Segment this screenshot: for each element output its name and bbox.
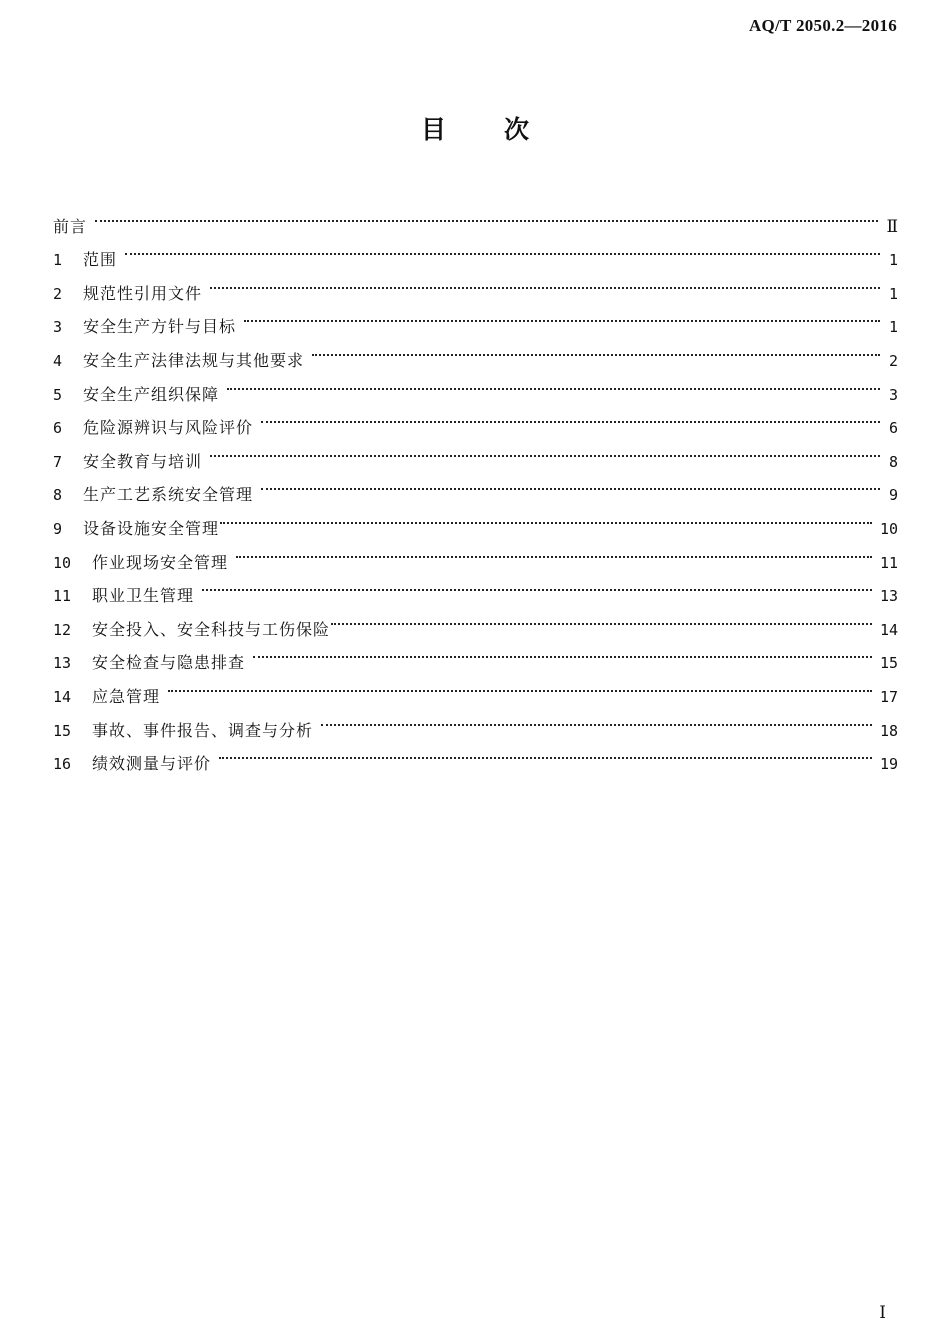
toc-leader-dots xyxy=(261,467,880,501)
toc-entry-title: 生产工艺系统安全管理 xyxy=(83,485,254,505)
toc-leader-dots xyxy=(219,736,872,770)
toc-entry-page: 14 xyxy=(879,620,898,639)
toc-entry-number: 5 xyxy=(53,385,63,404)
toc-entry-page: 1 xyxy=(888,251,898,270)
toc-entry-foreword[interactable] xyxy=(53,198,898,236)
toc-entry-number: 7 xyxy=(53,452,63,471)
toc-entry-page: 1 xyxy=(888,284,898,303)
toc-leader-dots xyxy=(227,366,880,400)
toc-entry-number: 9 xyxy=(53,519,63,538)
toc-entry[interactable] xyxy=(53,265,898,303)
toc-entry-number: 10 xyxy=(53,553,72,572)
toc-entry-title: 安全生产方针与目标 xyxy=(83,317,237,337)
toc-entry-page: 8 xyxy=(888,452,898,471)
toc-leader-dots xyxy=(321,702,872,736)
toc-entry-page: 18 xyxy=(879,721,898,740)
table-of-contents xyxy=(53,198,898,774)
toc-entry-number: 13 xyxy=(53,654,72,673)
toc-leader-dots xyxy=(202,568,872,602)
toc-entry-title: 应急管理 xyxy=(92,686,161,706)
toc-entry-title: 范围 xyxy=(83,250,118,270)
toc-entry-page: 17 xyxy=(879,687,898,706)
toc-entry-title: 职业卫生管理 xyxy=(92,586,195,606)
toc-entry-page: 13 xyxy=(879,587,898,606)
toc-entry-number: 12 xyxy=(53,620,72,639)
toc-leader-dots xyxy=(261,400,880,434)
toc-entry-page: 2 xyxy=(888,351,898,370)
toc-entry-title: 安全检查与隐患排查 xyxy=(92,653,246,673)
toc-entry-page: 11 xyxy=(879,553,898,572)
toc-entry-page: 10 xyxy=(879,519,898,538)
toc-entry-title: 安全生产组织保障 xyxy=(83,384,220,404)
toc-entry-number: 16 xyxy=(53,755,72,774)
toc-entry-page: 19 xyxy=(879,755,898,774)
toc-entry-page: 9 xyxy=(888,486,898,505)
toc-entry-title: 绩效测量与评价 xyxy=(92,754,212,774)
toc-entry-number: 15 xyxy=(53,721,72,740)
standard-code: AQ/T 2050.2—2016 xyxy=(748,16,897,35)
toc-entry-number: 6 xyxy=(53,419,63,438)
toc-leader-dots xyxy=(125,232,880,266)
toc-entry-page: Ⅱ xyxy=(886,216,898,236)
toc-entry-number: 8 xyxy=(53,486,63,505)
toc-entry-title: 前言 xyxy=(53,216,88,236)
toc-entry-number: 3 xyxy=(53,318,63,337)
toc-entry-page: 6 xyxy=(888,419,898,438)
page-title: 目次 xyxy=(420,115,587,144)
page-number: Ⅰ xyxy=(879,1303,886,1322)
toc-entry-number: 4 xyxy=(53,351,63,370)
toc-entry-number: 1 xyxy=(53,251,63,270)
toc-leader-dots xyxy=(210,433,880,467)
toc-entry-number: 2 xyxy=(53,284,63,303)
toc-entry[interactable] xyxy=(53,702,898,740)
toc-leader-dots xyxy=(253,635,872,669)
toc-entry-number: 14 xyxy=(53,687,72,706)
toc-leader-dots xyxy=(220,500,872,534)
toc-leader-dots xyxy=(95,198,878,232)
toc-entry[interactable] xyxy=(53,668,898,706)
toc-entry-title: 作业现场安全管理 xyxy=(92,552,229,572)
toc-leader-dots xyxy=(244,299,880,333)
toc-entry-number: 11 xyxy=(53,587,72,606)
toc-entry-page: 1 xyxy=(888,318,898,337)
toc-entry-title: 安全投入、安全科技与工伤保险 xyxy=(92,619,331,639)
toc-entry-title: 安全教育与培训 xyxy=(83,451,203,471)
toc-entry-page: 3 xyxy=(888,385,898,404)
toc-leader-dots xyxy=(331,601,872,635)
toc-entry-title: 事故、事件报告、调查与分析 xyxy=(92,720,314,740)
toc-leader-dots xyxy=(210,265,880,299)
toc-entry-title: 安全生产法律法规与其他要求 xyxy=(83,350,305,370)
toc-leader-dots xyxy=(312,332,880,366)
toc-entry-page: 15 xyxy=(879,654,898,673)
toc-entry-title: 设备设施安全管理 xyxy=(83,518,220,538)
toc-leader-dots xyxy=(168,668,872,702)
toc-leader-dots xyxy=(236,534,872,568)
toc-entry[interactable] xyxy=(53,232,898,270)
toc-entry-title: 危险源辨识与风险评价 xyxy=(83,418,254,438)
toc-entry-title: 规范性引用文件 xyxy=(83,283,203,303)
